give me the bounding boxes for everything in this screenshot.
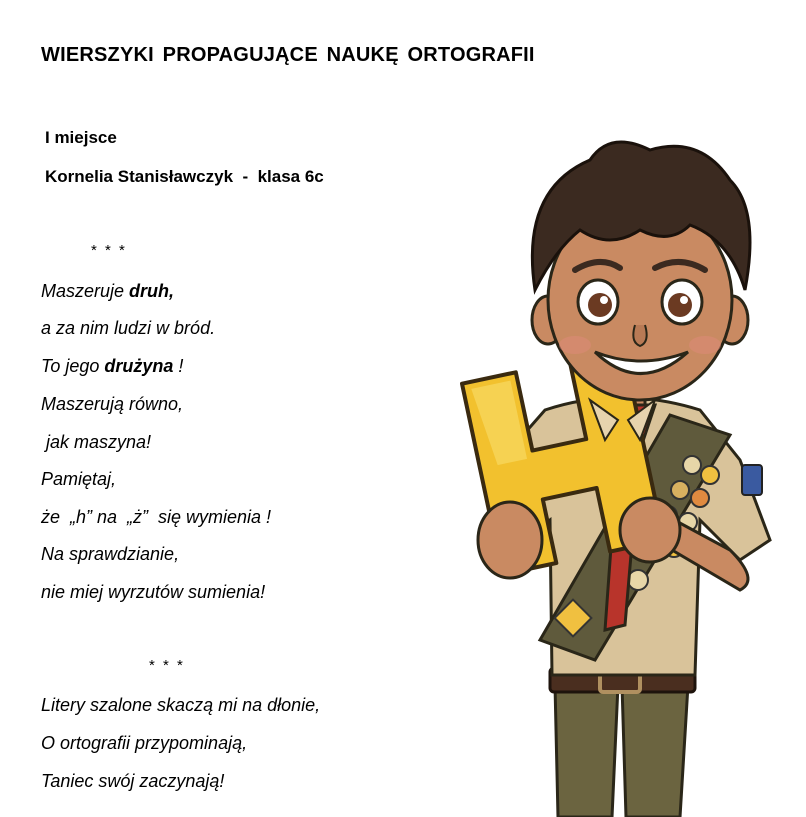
poem1-line-3-bold: drużyna xyxy=(104,356,174,376)
poem1-line-7: że „h” na „ż” się wymienia ! xyxy=(41,507,272,527)
page-title: WIERSZYKI PROPAGUJĄCE NAUKĘ ORTOGRAFII xyxy=(41,44,535,66)
poem1-line-2: a za nim ludzi w bród. xyxy=(41,318,216,338)
left-hand xyxy=(478,502,542,578)
poem2-line-3: Taniec swój zaczynają! xyxy=(41,771,225,791)
poem1-line-8: Na sprawdzianie, xyxy=(41,544,180,564)
left-cheek xyxy=(559,336,591,354)
poem1-line-3-end: ! xyxy=(173,356,184,376)
nose xyxy=(633,325,646,346)
poem1-line-3 xyxy=(41,356,183,377)
poem1-line-6: Pamiętaj, xyxy=(41,469,117,489)
poem1-line-1 xyxy=(41,281,174,302)
pants xyxy=(555,685,688,817)
poem2-separator: * * * xyxy=(149,657,185,674)
poem1-line-5: jak maszyna! xyxy=(41,432,152,452)
poem1-line-1-bold: druh, xyxy=(129,281,175,301)
poem1-line-3-text: To jego xyxy=(41,356,105,376)
right-cheek xyxy=(689,336,721,354)
author-label: Kornelia Stanisławczyk - klasa 6c xyxy=(45,167,324,186)
place-label: I miejsce xyxy=(45,128,117,147)
poem1-line-4: Maszerują równo, xyxy=(41,394,184,414)
poem2-line-1: Litery szalone skaczą mi na dłonie, xyxy=(41,695,321,715)
right-hand xyxy=(620,498,680,562)
poem2-line-2: O ortografii przypominają, xyxy=(41,733,248,753)
poem1-separator: * * * xyxy=(91,242,127,259)
poem1-line-1-text: Maszeruje xyxy=(41,281,130,301)
scout-boy-illustration xyxy=(440,120,806,817)
poem1-line-9: nie miej wyrzutów sumienia! xyxy=(41,582,266,602)
